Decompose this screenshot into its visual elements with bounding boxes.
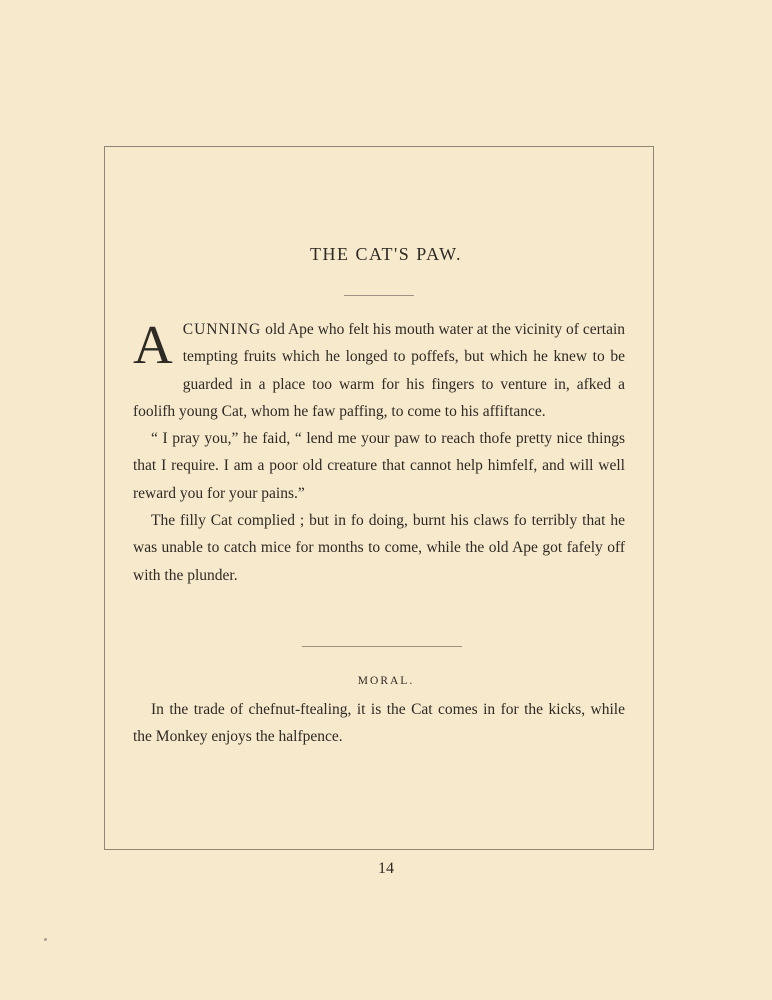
paragraph-1-text: old Ape who felt his mouth water at the vicinity of certain tempting fruits which he longed to poffefs, but which he knew to be guarded in a place too warm for his fingers to venture in, afked a foolifh young Cat, whom he faw paffing, to come to his affiftance. — [133, 321, 625, 420]
fable-title: THE CAT'S PAW. — [309, 244, 462, 264]
page-number: 14 — [378, 860, 394, 877]
moral-text: In the trade of chefnut-ftealing, it is the Cat comes in for the kicks, while the Monkey enjoys the halfpence. — [133, 701, 625, 746]
moral-section — [133, 696, 625, 751]
moral-divider — [302, 646, 462, 647]
fable-story — [133, 316, 625, 589]
story-paragraph-1 — [133, 316, 625, 425]
title-divider — [344, 295, 414, 296]
opening-word: CUNNING — [182, 321, 262, 338]
paper-speck — [44, 938, 47, 941]
moral-heading: MORAL. — [357, 675, 415, 687]
story-paragraph-2: “ I pray you,” he faid, “ lend me your paw to reach thofe pretty nice things that I require. I am a poor old creature that cannot help himfelf, and will well reward you for your pains.” — [133, 430, 625, 502]
drop-cap-letter: A — [133, 314, 173, 375]
story-paragraph-3: The filly Cat complied ; but in fo doing, burnt his claws fo terribly that he was unable to catch mice for months to come, while the old Ape got fafely off with the plunder. — [133, 512, 625, 584]
